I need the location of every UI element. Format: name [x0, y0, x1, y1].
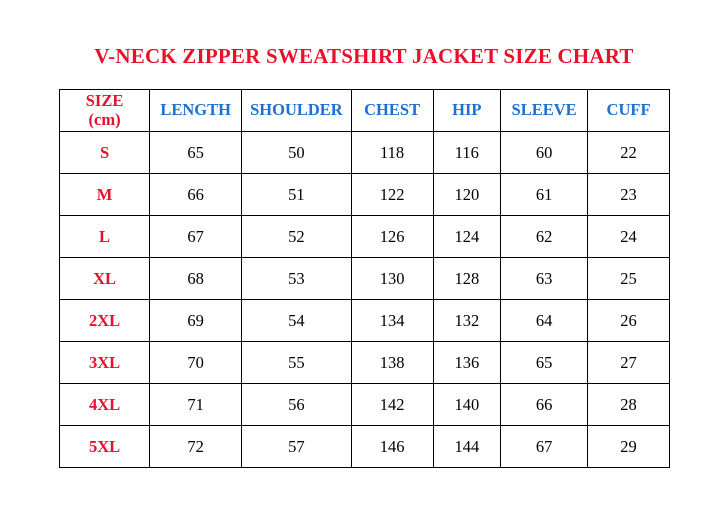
length-cell: 68: [150, 258, 242, 300]
table-header-row: [60, 90, 670, 132]
sleeve-cell: 66: [501, 384, 588, 426]
shoulder-cell: 55: [242, 342, 352, 384]
column-header-cuff: CUFF: [588, 90, 670, 132]
table-row: [60, 342, 670, 384]
chest-cell: 130: [351, 258, 433, 300]
table-row: [60, 384, 670, 426]
shoulder-cell: 54: [242, 300, 352, 342]
shoulder-cell: 50: [242, 132, 352, 174]
length-cell: 66: [150, 174, 242, 216]
size-cell: L: [60, 216, 150, 258]
sleeve-cell: 65: [501, 342, 588, 384]
hip-cell: 116: [433, 132, 501, 174]
cuff-cell: 27: [588, 342, 670, 384]
page-title: V-NECK ZIPPER SWEATSHIRT JACKET SIZE CHART: [94, 44, 634, 68]
hip-cell: 128: [433, 258, 501, 300]
chest-cell: 138: [351, 342, 433, 384]
sleeve-cell: 61: [501, 174, 588, 216]
column-header-size: [60, 90, 150, 132]
chest-cell: 134: [351, 300, 433, 342]
hip-cell: 136: [433, 342, 501, 384]
length-cell: 65: [150, 132, 242, 174]
sleeve-cell: 63: [501, 258, 588, 300]
column-header-size-line2: (cm): [88, 109, 121, 129]
table-row: [60, 216, 670, 258]
chest-cell: 118: [351, 132, 433, 174]
hip-cell: 132: [433, 300, 501, 342]
sleeve-cell: 64: [501, 300, 588, 342]
shoulder-cell: 56: [242, 384, 352, 426]
length-cell: 70: [150, 342, 242, 384]
shoulder-cell: 57: [242, 426, 352, 468]
length-cell: 67: [150, 216, 242, 258]
size-chart-table-container: [59, 89, 670, 468]
table-row: [60, 300, 670, 342]
size-chart-table: [59, 89, 670, 468]
size-cell: 3XL: [60, 342, 150, 384]
column-header-sleeve: SLEEVE: [501, 90, 588, 132]
hip-cell: 140: [433, 384, 501, 426]
chest-cell: 122: [351, 174, 433, 216]
sleeve-cell: 60: [501, 132, 588, 174]
cuff-cell: 23: [588, 174, 670, 216]
cuff-cell: 26: [588, 300, 670, 342]
hip-cell: 124: [433, 216, 501, 258]
size-cell: 5XL: [60, 426, 150, 468]
size-cell: XL: [60, 258, 150, 300]
shoulder-cell: 52: [242, 216, 352, 258]
size-cell: 4XL: [60, 384, 150, 426]
column-header-chest: CHEST: [351, 90, 433, 132]
column-header-size-line1: SIZE: [85, 91, 124, 111]
table-body: [60, 132, 670, 468]
hip-cell: 120: [433, 174, 501, 216]
length-cell: 72: [150, 426, 242, 468]
table-header: [60, 90, 670, 132]
table-row: [60, 174, 670, 216]
shoulder-cell: 53: [242, 258, 352, 300]
length-cell: 69: [150, 300, 242, 342]
chest-cell: 126: [351, 216, 433, 258]
cuff-cell: 24: [588, 216, 670, 258]
length-cell: 71: [150, 384, 242, 426]
chest-cell: 146: [351, 426, 433, 468]
chest-cell: 142: [351, 384, 433, 426]
cuff-cell: 25: [588, 258, 670, 300]
cuff-cell: 22: [588, 132, 670, 174]
shoulder-cell: 51: [242, 174, 352, 216]
cuff-cell: 29: [588, 426, 670, 468]
cuff-cell: 28: [588, 384, 670, 426]
column-header-length: LENGTH: [150, 90, 242, 132]
table-row: [60, 426, 670, 468]
sleeve-cell: 67: [501, 426, 588, 468]
column-header-shoulder: SHOULDER: [242, 90, 352, 132]
column-header-hip: HIP: [433, 90, 501, 132]
table-row: [60, 258, 670, 300]
hip-cell: 144: [433, 426, 501, 468]
size-cell: M: [60, 174, 150, 216]
size-cell: 2XL: [60, 300, 150, 342]
sleeve-cell: 62: [501, 216, 588, 258]
table-row: [60, 132, 670, 174]
size-cell: S: [60, 132, 150, 174]
